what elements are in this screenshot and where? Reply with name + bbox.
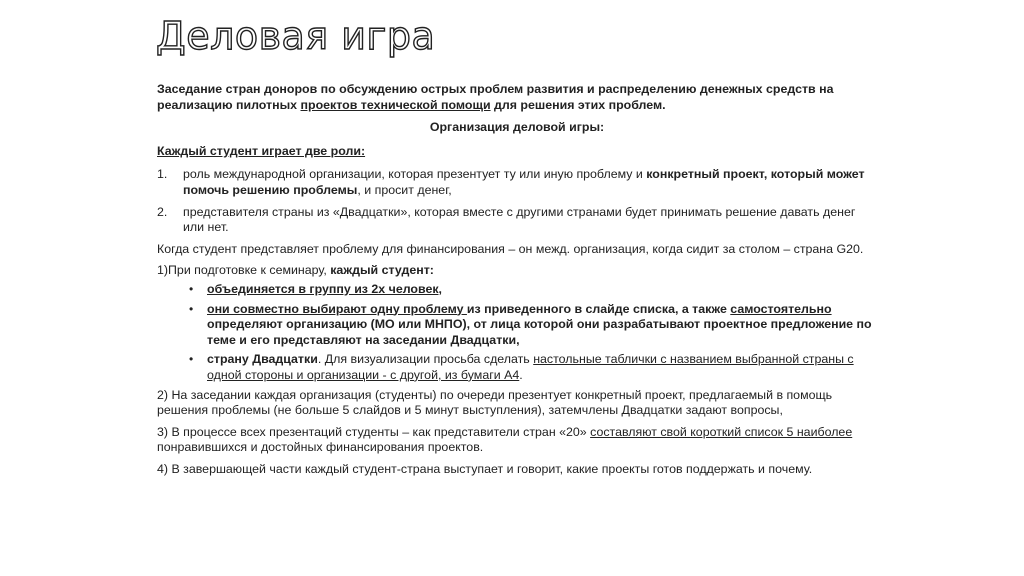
role-text-bold: конкретный проект, который может помочь решению проблемы [183,167,865,197]
role-text-c: , и просит денег, [357,182,452,197]
bullet-text-bold: страну Двадцатки [207,352,318,367]
intro-paragraph [157,82,877,113]
role-item-2 [157,205,877,236]
step-3-text-end: понравившихся и достойных финансирования проектов. [157,440,484,455]
roles-heading: Каждый студент играет две роли: [157,143,366,158]
role-text [183,167,877,198]
bullet-text [207,302,877,349]
bullet-text [207,352,877,383]
intro-link[interactable]: проектов технической помощи [300,97,491,112]
bullet-item-1 [157,282,877,298]
bullet-text-underlined: настольные таблички с названием выбранной страны с одной стороны и организации - с другой, из бумаги А4 [207,352,854,382]
organization-heading: Организация деловой игры: [429,120,605,135]
bullet-text-part: . [519,367,523,382]
step-3-text-underlined: составляют свой короткий список 5 наиболее [590,424,853,439]
slide-content [157,82,877,483]
bullet-text-part: из приведенного в слайде списка, а также [466,301,731,316]
bullet-icon: • [189,352,194,367]
step-4-paragraph: 4) В завершающей части каждый студент-страна выступает и говорит, какие проекты готов поддержать и почему. [157,461,813,476]
intro-text: Заседание стран доноров по обсуждению острых проблем развития и распределению денежных средств на реализацию пилотных [157,82,834,112]
step-2-paragraph: 2) На заседании каждая организация (студенты) по очереди презентует конкретный проект, предлагаемый в помощь решения проблемы (не больше 5 слайдов и 5 минут выступления), затемчлены Двадцатки задают вопросы, [157,387,833,418]
bullet-icon: • [189,281,194,296]
slide-title: Деловая игра [156,14,436,58]
intro-text-end: для решения этих проблем. [490,97,666,112]
role-number: 1. [157,167,168,182]
bullet-text-part: . Для визуализации просьба сделать [317,352,534,367]
bullet-text-part: определяют организацию (МО или МНПО), от лица которой они разрабатывают проектное предложение по теме и его представляют на заседании Двадцатки, [207,317,872,347]
prep-text: 1)При подготовке к семинару, [157,263,331,278]
bullet-icon: • [189,301,194,316]
prep-text-bold: каждый студент: [330,263,434,278]
bullet-text-underlined: они совместно выбирают одну проблему [207,301,467,316]
role-text-a: роль международной организации, которая презентует ту или иную проблему и [183,167,647,182]
role-text: представителя страны из «Двадцатки», которая вместе с другими странами будет принимать решение давать денег или нет. [183,204,856,235]
when-paragraph: Когда студент представляет проблему для финансирования – он межд. организация, когда сидит за столом – страна G20. [157,241,864,256]
bullet-text-underlined: самостоятельно [730,301,832,316]
role-number: 2. [157,204,168,219]
prep-paragraph [157,263,877,279]
role-item-1 [157,167,877,198]
step-3-text: 3) В процессе всех презентаций студенты – как представители стран «20» [157,424,591,439]
bullet-text: объединяется в группу из 2х человек, [207,281,442,296]
bullet-item-2 [157,302,877,349]
step-3-paragraph [157,425,877,456]
bullet-item-3 [157,352,877,383]
